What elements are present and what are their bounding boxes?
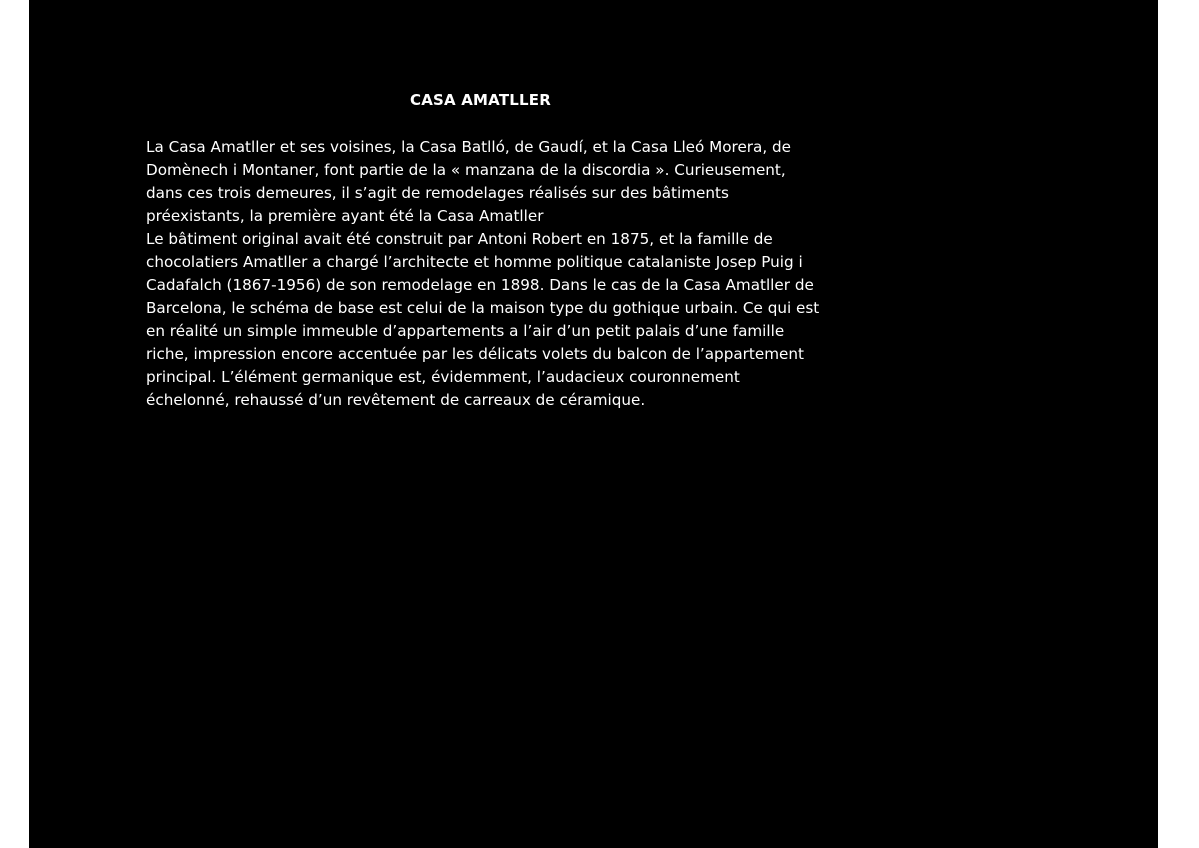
slide xyxy=(29,0,1158,848)
page-title: CASA AMATLLER xyxy=(410,91,551,109)
body-text xyxy=(146,136,826,412)
paragraph-history: Le bâtiment original avait été construit par Antoni Robert en 1875, et la famille de chocolatiers Amatller a chargé l’architecte et homme politique catalaniste Josep Puig i Cadafalch (1867-1956) de son remodelage en 1898. Dans le cas de la Casa Amatller de Barcelona, le schéma de base est celui de la maison type du gothique urbain. Ce qui est en réalité un simple immeuble d’appartements a l’air d’un petit palais d’une famille riche, impression encore accentuée par les délicats volets du balcon de l’appartement principal. L’élément germanique est, évidemment, l’audacieux couronnement échelonné, rehaussé d’un revêtement de carreaux de céramique. xyxy=(146,230,820,409)
paragraph-intro: La Casa Amatller et ses voisines, la Casa Batlló, de Gaudí, et la Casa Lleó Morera, de Domènech i Montaner, font partie de la « manzana de la discordia ». Curieusement, dans ces trois demeures, il s’agit de remodelages réalisés sur des bâtiments préexistants, la première ayant été la Casa Amatller xyxy=(146,138,791,225)
